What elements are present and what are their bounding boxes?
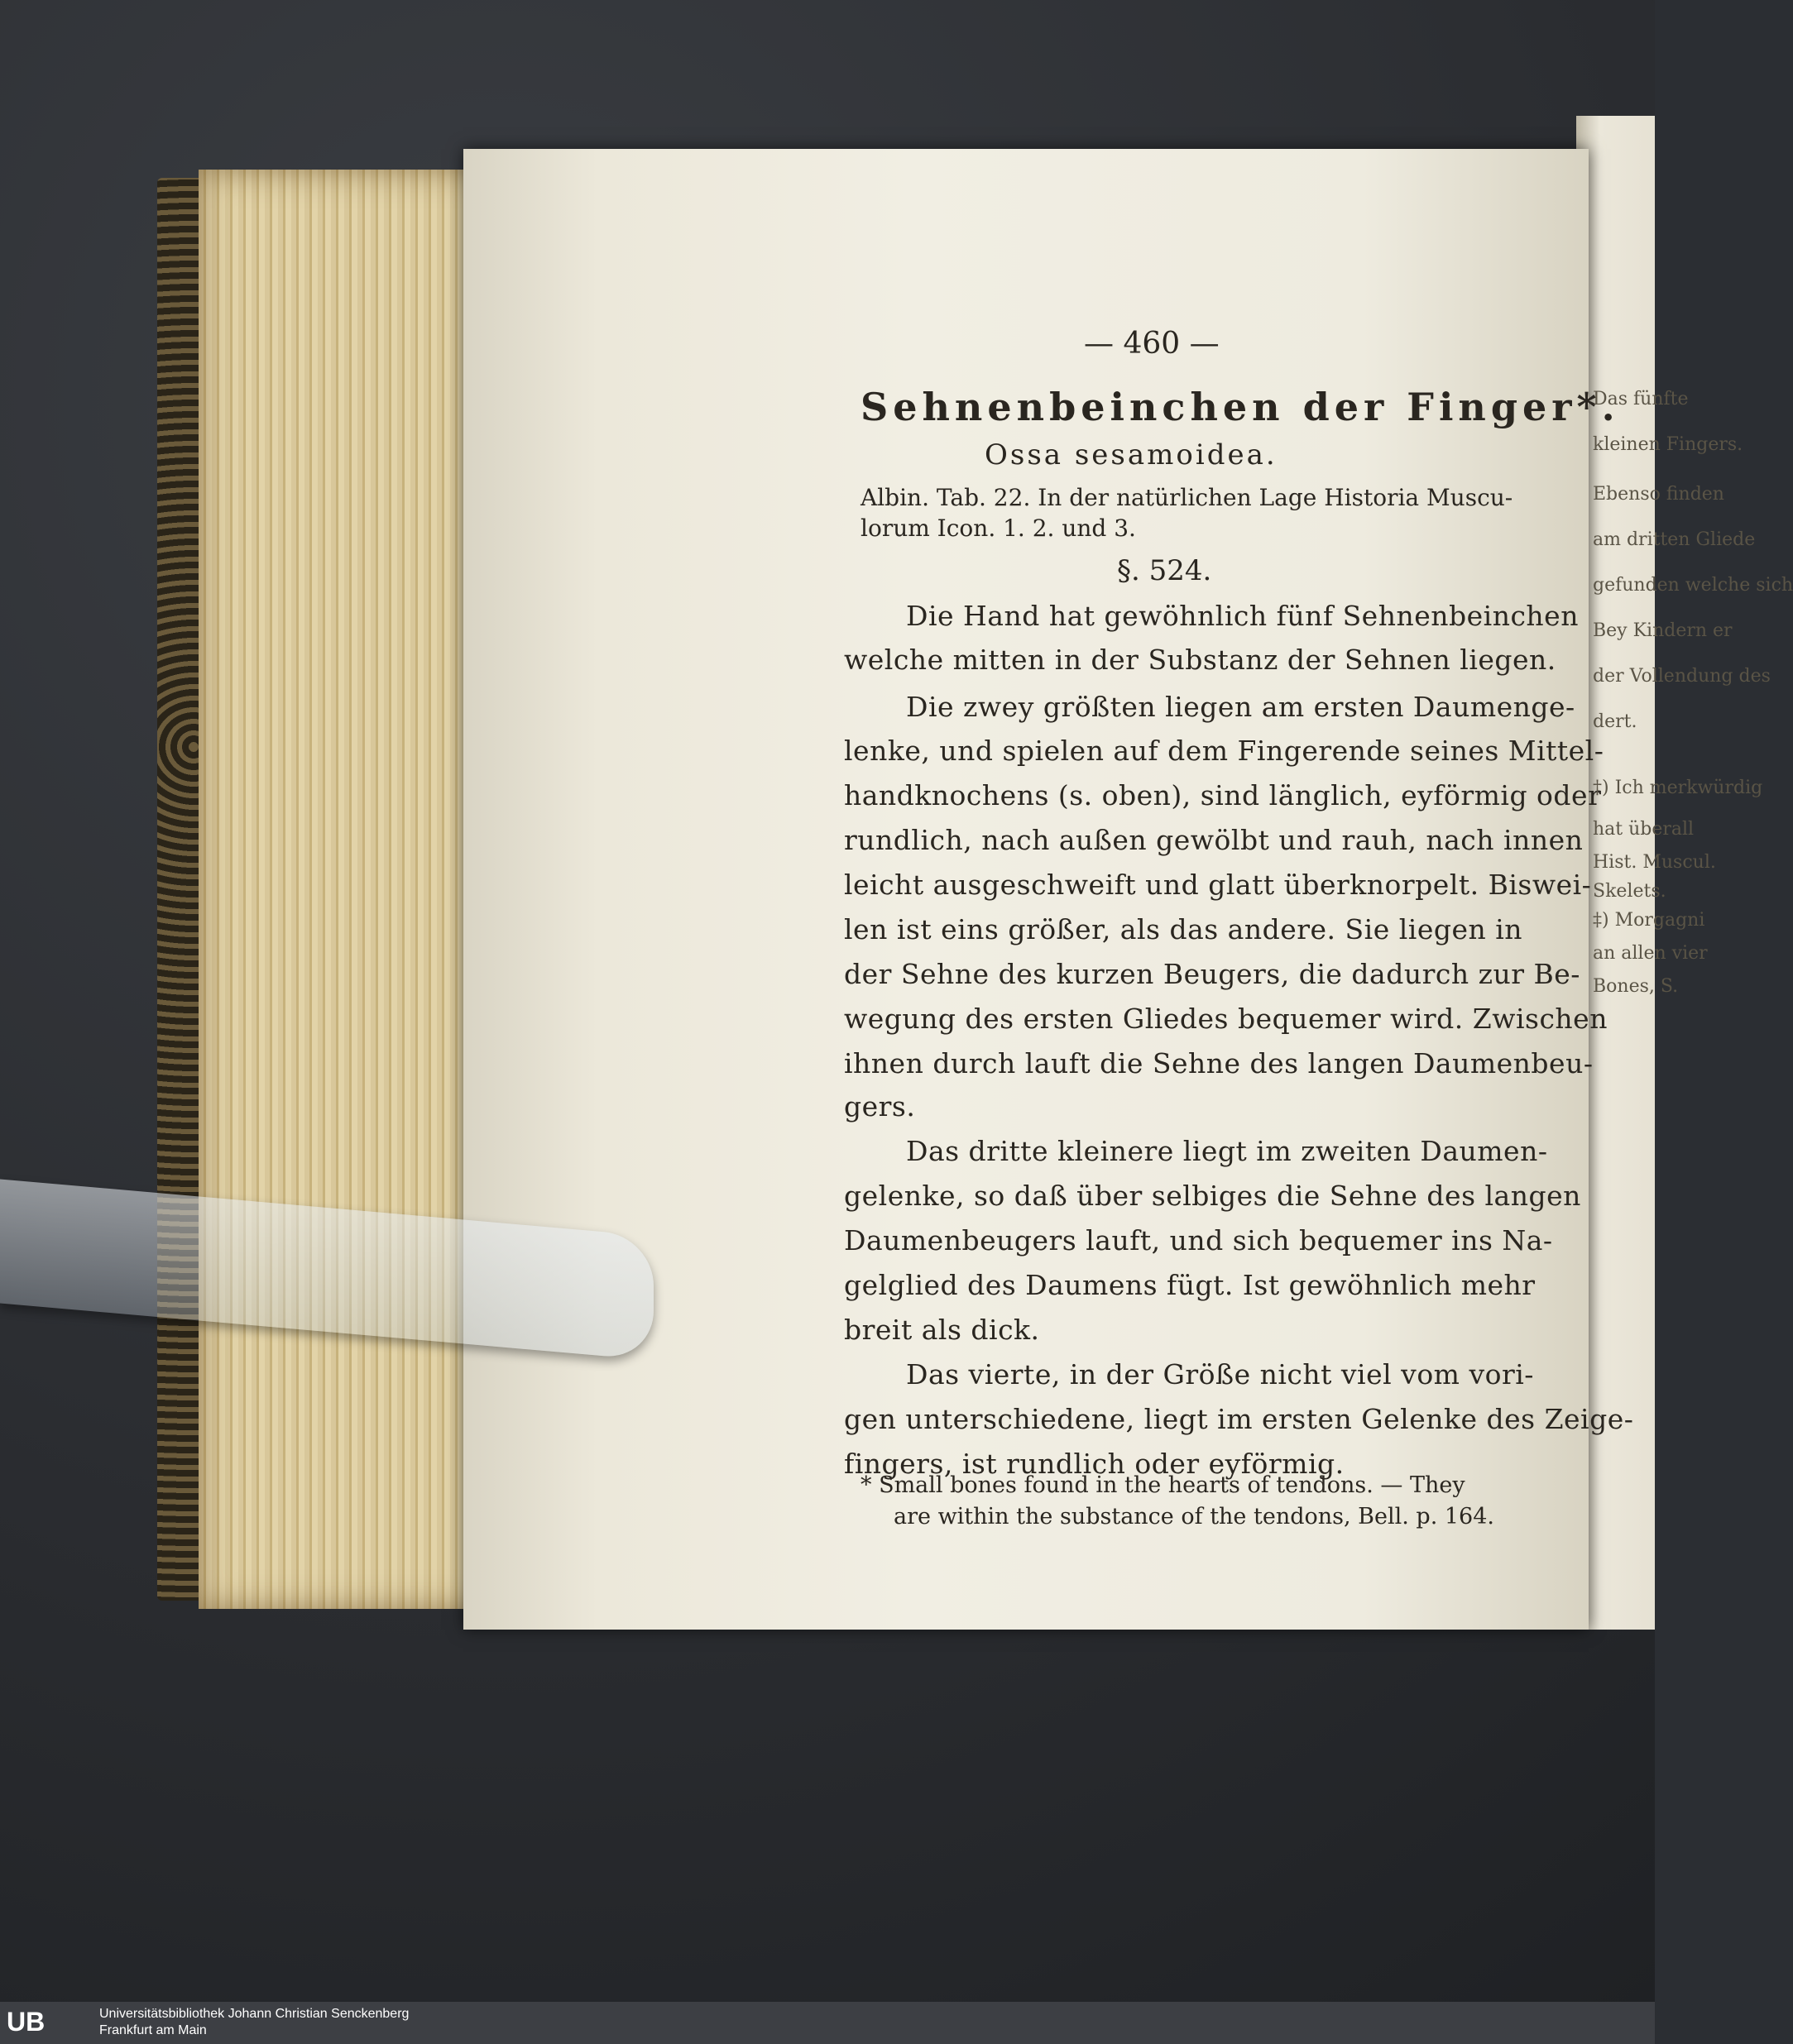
body-line: der Sehne des kurzen Beugers, die dadurch zur Be- [844,958,1580,990]
next-page-fragment: dert. [1593,711,1637,732]
next-page-fragment: kleinen Fingers. [1593,434,1743,455]
body-line: wegung des ersten Gliedes bequemer wird. Zwischen [844,1003,1608,1035]
body-line: welche mitten in der Substanz der Sehnen liegen. [844,644,1556,676]
body-line: lenke, und spielen auf dem Fingerende seines Mittel- [844,735,1604,767]
body-line: Die zwey größten liegen am ersten Daumenge- [906,691,1575,723]
next-page-fragment: Das fünfte [1593,389,1689,409]
body-line: Die Hand hat gewöhnlich fünf Sehnenbeinchen [906,600,1579,632]
body-line: rundlich, nach außen gewölbt und rauh, nach innen [844,824,1584,856]
body-line: leicht ausgeschweift und glatt überknorpelt. Biswei- [844,869,1592,901]
next-page-fragment: gefunden welche sich [1593,575,1793,596]
body-line: len ist eins größer, als das andere. Sie liegen in [844,913,1523,945]
footer-city: Frankfurt am Main [99,2023,207,2037]
next-page-fragment: †) Ich merkwürdig [1593,778,1763,798]
body-line: ihnen durch lauft die Sehne des langen Daumenbeu- [844,1047,1594,1079]
page-title: Sehnenbeinchen der Finger*. [861,385,1620,429]
body-line: gers. [844,1090,916,1123]
body-line: gelglied des Daumens fügt. Ist gewöhnlich mehr [844,1269,1536,1301]
body-line: Das vierte, in der Größe nicht viel vom vori- [906,1358,1534,1391]
footnote-line-1: * Small bones found in the hearts of tendons. — They [861,1472,1465,1498]
page-subtitle: Ossa sesamoidea. [985,438,1278,472]
next-page-fragment: Skelets. [1593,881,1666,902]
next-page-fragment: Ebenso finden [1593,484,1724,505]
body-line: Das dritte kleinere liegt im zweiten Daumen- [906,1135,1548,1167]
footnote-line-2: are within the substance of the tendons, Bell. p. 164. [894,1504,1494,1529]
section-number: §. 524. [1117,554,1212,587]
page-number: — 460 — [1084,327,1220,361]
next-page-fragment: der Vollendung des [1593,666,1771,687]
body-line: handknochens (s. oben), sind länglich, eyförmig oder [844,779,1602,811]
ub-logo: UB [7,2007,46,2037]
reference-line-2: lorum Icon. 1. 2. und 3. [861,515,1136,542]
next-page-fragment: Bones, S. [1593,976,1679,997]
next-page-fragment: an allen vier [1593,943,1708,964]
footer-institution: Universitätsbibliothek Johann Christian Senckenberg [99,2007,410,2021]
body-line: fingers, ist rundlich oder eyförmig. [844,1448,1345,1480]
body-line: gen unterschiedene, liegt im ersten Gelenke des Zeige- [844,1403,1634,1435]
next-page-fragment: Bey Kindern er [1593,620,1733,641]
next-page-fragment: hat überall [1593,819,1695,840]
next-page-fragment: am dritten Gliede [1593,529,1756,550]
next-page-fragment: ‡) Morgagni [1593,910,1705,931]
next-page-fragment: Hist. Muscul. [1593,852,1716,873]
body-line: gelenke, so daß über selbiges die Sehne des langen [844,1180,1581,1212]
body-line: breit als dick. [844,1314,1040,1346]
body-line: Daumenbeugers lauft, und sich bequemer ins Na- [844,1224,1553,1257]
footer-bar [0,2002,1655,2044]
reference-line-1: Albin. Tab. 22. In der natürlichen Lage Historia Muscu- [861,484,1513,511]
